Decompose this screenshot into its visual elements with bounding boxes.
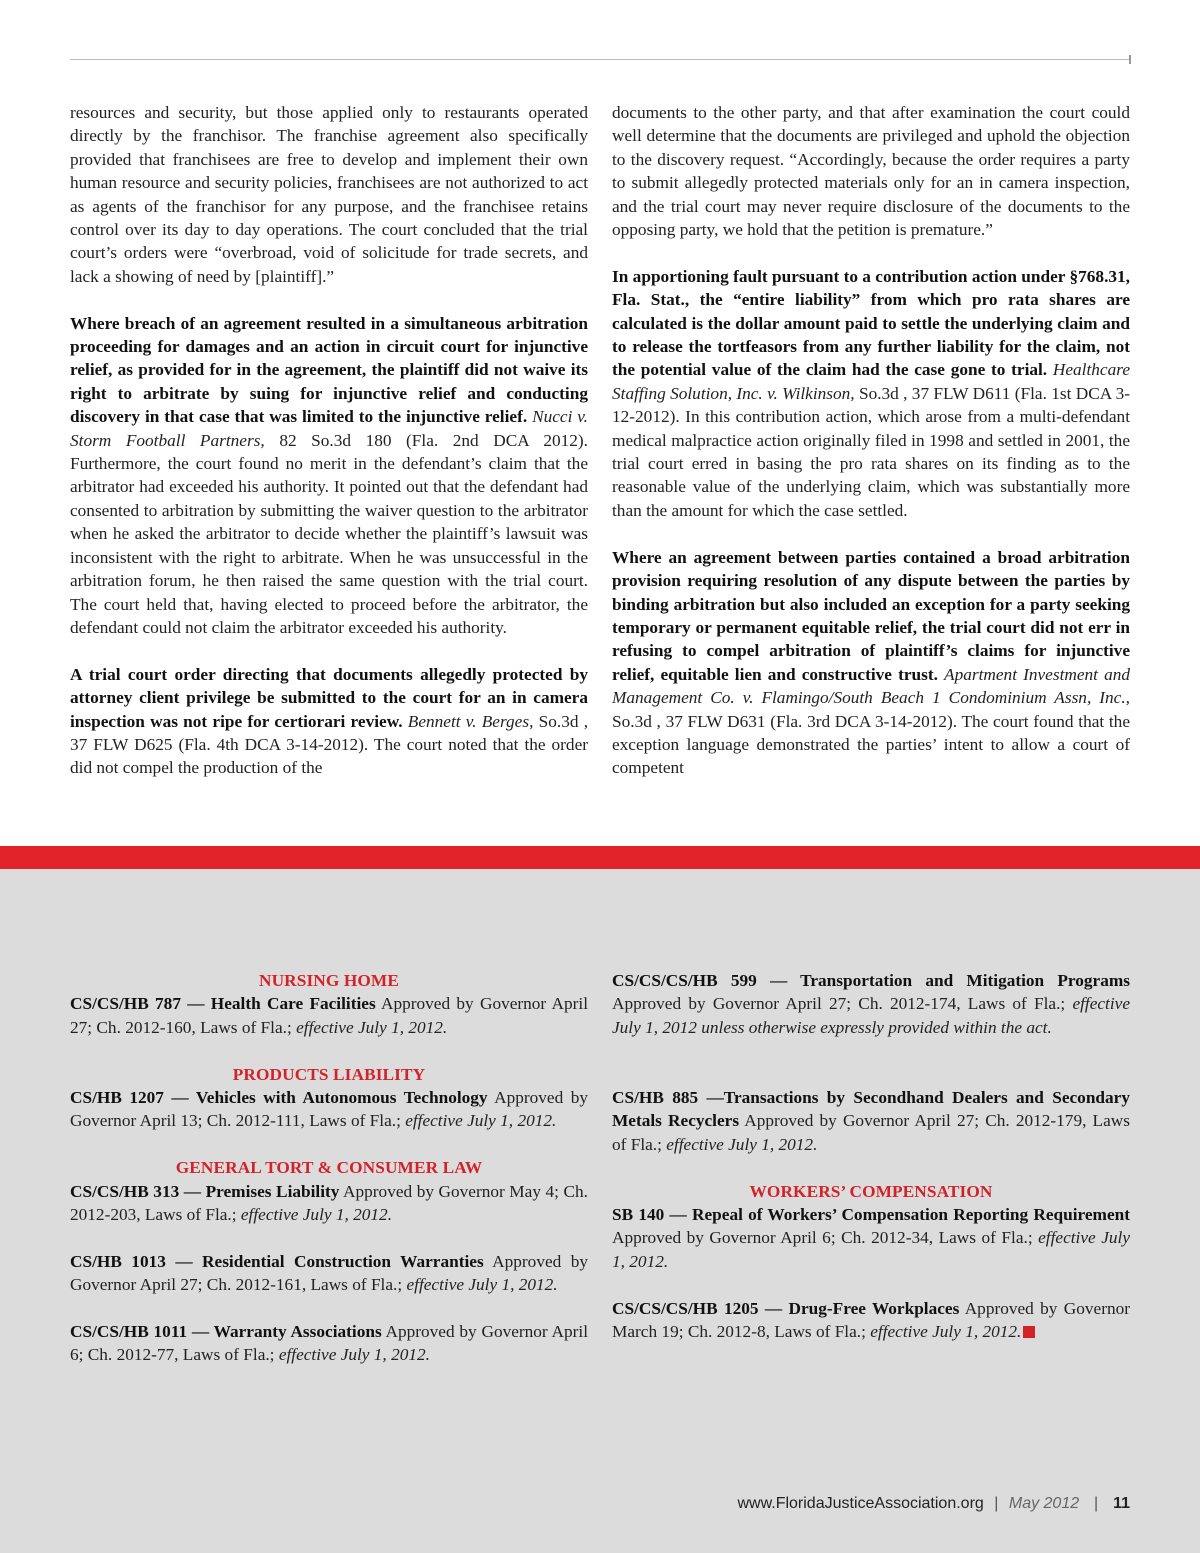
legislation-entry — [612, 1297, 1130, 1344]
holding-summary: Where an agreement between parties contained a broad arbitration provision requiring resolution of any dispute between the parties by binding arbitration but also included an exception for a party seeking temporary or permanent equitable relief, the trial court did not err in refusing to compel arbitration of plaintiff’s claims for injunctive relief, equitable lien and constructive trust. — [612, 547, 1130, 684]
footer-separator: | — [1089, 1495, 1103, 1512]
footer-url[interactable]: www.FloridaJusticeAssociation.org — [737, 1495, 984, 1512]
article-paragraph — [612, 546, 1130, 780]
section-heading: PRODUCTS LIABILITY — [232, 1064, 426, 1084]
legislation-entry — [612, 1086, 1130, 1156]
legislation-entry — [70, 1250, 588, 1297]
page-number: 11 — [1113, 1495, 1130, 1512]
top-rule — [70, 59, 1130, 60]
case-citation: Healthcare Staffing Solution, Inc. v. Wilkinson, — [612, 360, 1130, 403]
holding-summary: In apportioning fault pursuant to a contribution action under §768.31, Fla. Stat., the “entire liability” from which pro rata shares are calculated is the dollar amount paid to settle the underlying claim and to release the tortfeasors from any further liability for the claim, not the potential value of the claim had the case gone to trial. — [612, 266, 1130, 380]
bill-title: CS/CS/HB 787 — Health Care Facilities — [70, 994, 376, 1014]
case-discussion: So.3d , 37 FLW D611 (Fla. 1st DCA 3-12-2012). In this contribution action, which arose from a multi-defendant medical malpractice action originally filed in 1998 and settled in 2001, the trial court erred in basing the pro rata shares on its finding as to the reasonable value of the underlying claim, which was substantially more than the amount for which the case settled. — [612, 383, 1130, 520]
bill-effective-date: effective July 1, 2012. — [406, 1275, 558, 1295]
end-mark-icon — [1023, 1326, 1035, 1338]
bill-effective-date: effective July 1, 2012. — [870, 1322, 1022, 1342]
bill-title: CS/HB 885 —Transactions by Secondhand Dealers and Secondary Metals Recyclers — [612, 1088, 1130, 1131]
case-citation: Apartment Investment and Management Co. v. Flamingo/South Beach 1 Condominium Assn, Inc., — [612, 664, 1130, 708]
bill-title: CS/CS/CS/HB 1205 — Drug-Free Workplaces — [612, 1298, 960, 1318]
legislation-entry — [70, 992, 588, 1039]
case-citation: Bennett v. Berges, — [407, 711, 534, 731]
bill-title: CS/CS/HB 313 — Premises Liability — [70, 1181, 340, 1201]
section-heading: NURSING HOME — [259, 971, 399, 990]
article-paragraph — [70, 101, 588, 288]
section-heading: WORKERS’ COMPENSATION — [749, 1181, 993, 1201]
bill-title: CS/CS/CS/HB 599 — Transportation and Mitigation Programs — [612, 971, 1130, 990]
bill-status: Approved by Governor April 27; Ch. 2012-179, Laws of Fla.; — [612, 1111, 1130, 1154]
bill-title: SB 140 — Repeal of Workers’ Compensation Reporting Requirement — [612, 1205, 1130, 1225]
case-discussion: 82 So.3d 180 (Fla. 2nd DCA 2012). Furthermore, the court found no merit in the defendant’s claim that the arbitrator had exceeded his authority. It pointed out that the defendant had consented to arbitration by submitting the waiver question to the arbitrator when he asked the arbitrator to decide whether the plaintiff’s lawsuit was inconsistent with the right to arbitrate. When he was unsuccessful in the arbitration forum, he then raised the same question with the trial court. The court held that, having elected to proceed before the arbitrator, the defendant could not claim the arbitrator exceeded his authority. — [70, 430, 588, 637]
article-paragraph — [70, 663, 588, 780]
legislation-entry — [70, 1320, 588, 1367]
bill-title: CS/HB 1207 — Vehicles with Autonomous Technology — [70, 1088, 488, 1108]
paragraph-text: documents to the other party, and that after examination the court could well determine that the documents are privileged and uphold the objection to the discovery request. “Accordingly, because the order requires a party to submit allegedly protected materials only for an in camera inspection, and the trial court may never require disclosure of the documents to the opposing party, we hold that the petition is premature.” — [612, 103, 1130, 240]
bill-status: Approved by Governor March 19; Ch. 2012-8, Laws of Fla.; — [612, 1298, 1130, 1342]
right-column-articles — [612, 101, 1130, 831]
bill-status: Approved by Governor April 6; Ch. 2012-34, Laws of Fla.; — [612, 1228, 1039, 1248]
bill-effective-date: effective July 1, 2012. — [666, 1134, 818, 1154]
bill-title: CS/HB 1013 — Residential Construction Warranties — [70, 1251, 484, 1271]
holding-summary: A trial court order directing that documents allegedly protected by attorney client privilege be submitted to the court for an in camera inspection was not ripe for certiorari review. — [70, 664, 588, 731]
bill-status: Approved by Governor April 27; Ch. 2012-160, Laws of Fla.; — [70, 994, 588, 1037]
bill-status: Approved by Governor April 13; Ch. 2012-111, Laws of Fla.; — [70, 1088, 589, 1131]
legislation-entry — [612, 1203, 1130, 1273]
bill-status: Approved by Governor April 6; Ch. 2012-77, Laws of Fla.; — [70, 1322, 588, 1365]
case-citation: Nucci v. Storm Football Partners, — [70, 407, 588, 450]
case-discussion: So.3d , 37 FLW D631 (Fla. 3rd DCA 3-14-2012). The court found that the exception language demonstrated the parties’ intent to allow a court of competent — [612, 711, 1130, 778]
bill-status: Approved by Governor April 27; Ch. 2012-161, Laws of Fla.; — [70, 1251, 588, 1295]
section-heading: GENERAL TORT & CONSUMER LAW — [175, 1158, 483, 1178]
holding-summary: Where breach of an agreement resulted in a simultaneous arbitration proceeding for damages and an action in circuit court for injunctive relief, as provided for in the agreement, the plaintiff did not waive its right to arbitrate by suing for injunctive relief and conducting discovery in that case that was limited to the injunctive relief. — [70, 313, 588, 427]
article-paragraph — [70, 312, 588, 640]
bill-effective-date: effective July 1, 2012. — [405, 1111, 557, 1131]
red-divider-band — [0, 846, 1200, 869]
bill-effective-date: effective July 1, 2012. — [296, 1017, 448, 1037]
bill-effective-date: effective July 1, 2012. — [240, 1205, 393, 1225]
bill-effective-date: effective July 1, 2012 unless otherwise expressly provided within the act. — [612, 994, 1130, 1037]
legislation-entry — [612, 969, 1130, 1039]
bill-status: Approved by Governor April 27; Ch. 2012-174, Laws of Fla.; — [612, 994, 1073, 1014]
bill-effective-date: effective July 1, 2012. — [278, 1345, 430, 1365]
legislation-entry — [70, 1086, 588, 1133]
bill-status: Approved by Governor May 4; Ch. 2012-203, Laws of Fla.; — [70, 1181, 588, 1225]
bill-title: CS/CS/HB 1011 — Warranty Associations — [70, 1322, 382, 1342]
bill-effective-date: effective July 1, 2012. — [612, 1228, 1130, 1271]
legislation-left-column — [70, 969, 588, 1390]
footer-date: May 2012 — [1008, 1495, 1080, 1512]
case-discussion: So.3d , 37 FLW D625 (Fla. 4th DCA 3-14-2012). The court noted that the order did not compel the production of the — [70, 711, 588, 778]
left-column-articles — [70, 101, 588, 831]
article-paragraph — [612, 265, 1130, 522]
top-rule-tick — [1129, 55, 1131, 64]
article-paragraph — [612, 101, 1130, 241]
legislation-entry — [70, 1180, 588, 1227]
footer-separator: | — [994, 1495, 999, 1512]
paragraph-text: resources and security, but those applied only to restaurants operated directly by the franchisor. The franchise agreement also specifically provided that franchisees are free to develop and implement their own human resource and security policies, franchisees are not authorized to act as agents of the franchisor for any purpose, and the franchisee retains control over its day to day operations. The court concluded that the trial court’s orders were “overbroad, void of solicitude for trade secrets, and lack a showing of need by [plaintiff].” — [70, 103, 588, 286]
legislation-right-column — [612, 969, 1130, 1367]
page-footer — [737, 1495, 1130, 1513]
